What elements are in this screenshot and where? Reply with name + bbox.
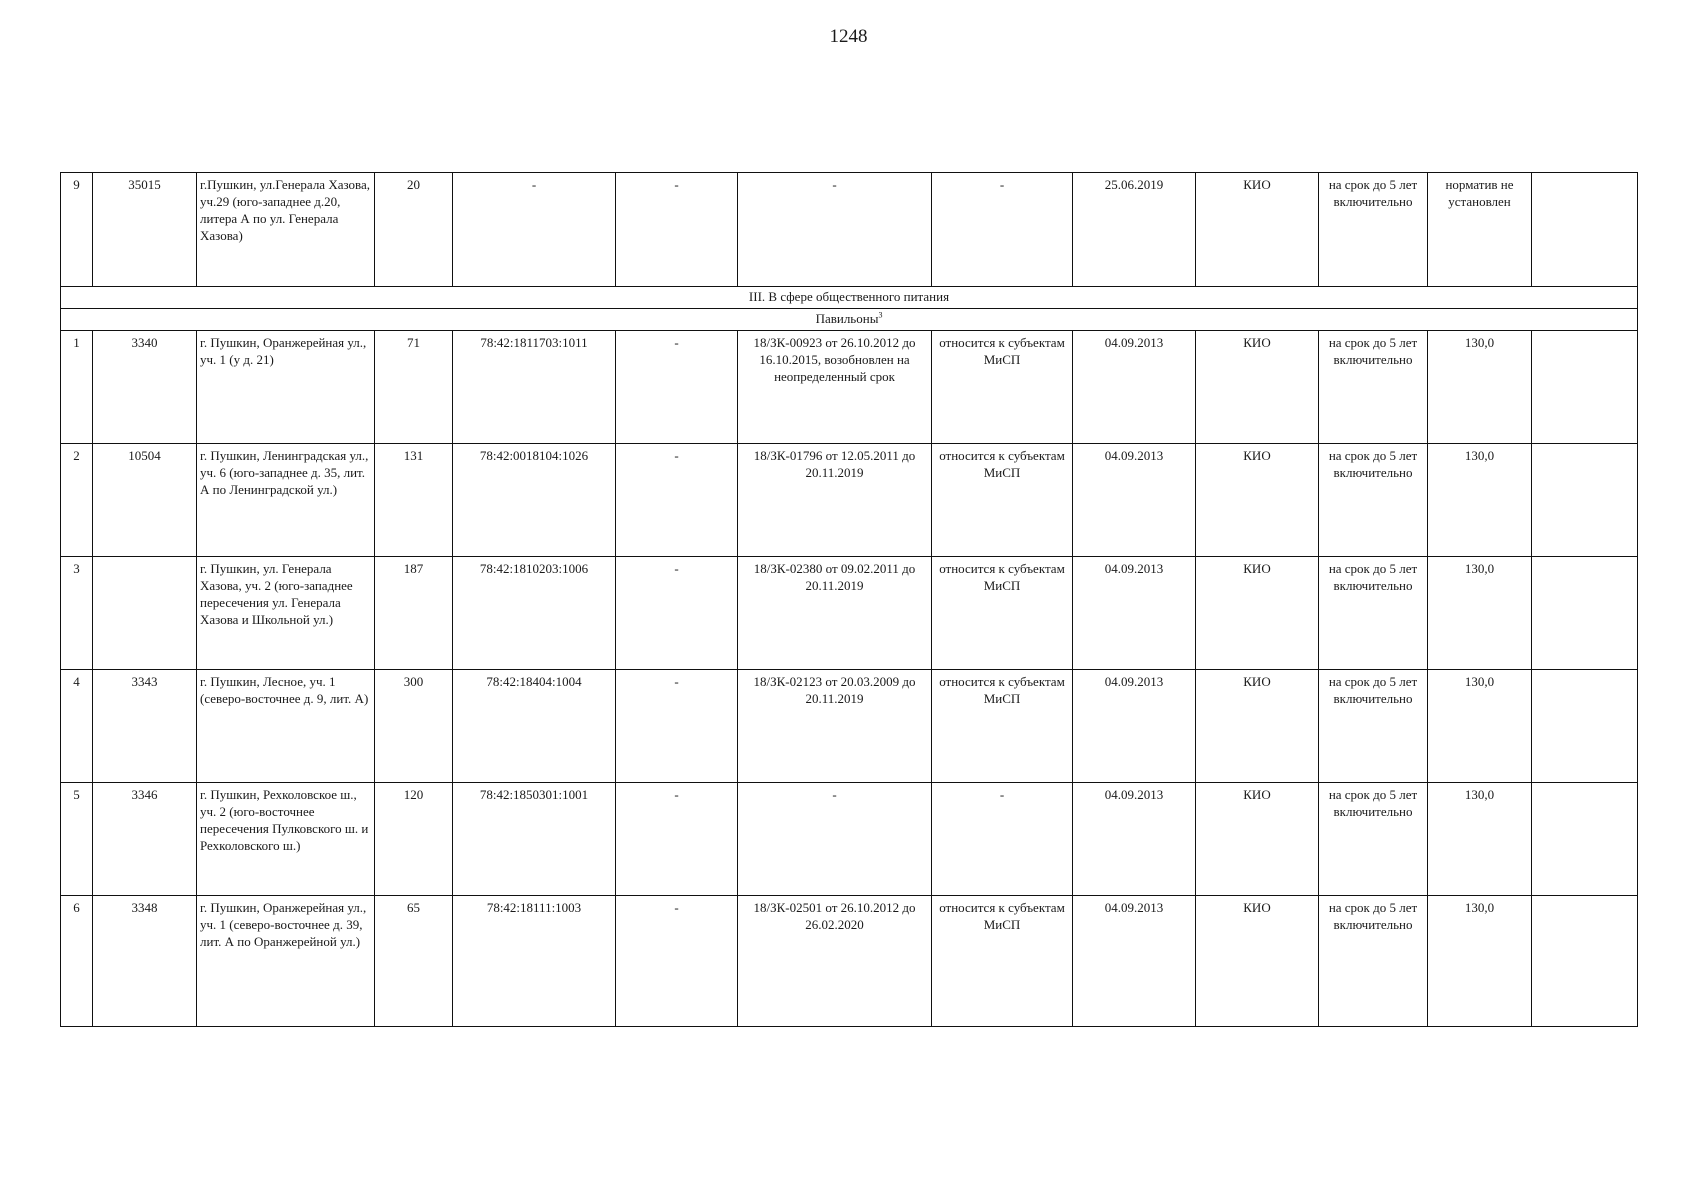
object-id: 3346 [93,783,197,896]
term: на срок до 5 лет включительно [1319,173,1428,287]
organization: КИО [1196,331,1319,444]
subsection-title: Павильоны [815,311,879,326]
date: 04.09.2013 [1073,444,1196,557]
standard: норматив не установлен [1428,173,1532,287]
smb-status: относится к субъектам МиСП [932,896,1073,1027]
date: 04.09.2013 [1073,783,1196,896]
object-id [93,557,197,670]
contract: 18/ЗК-02380 от 09.02.2011 до 20.11.2019 [738,557,932,670]
address: г.Пушкин, ул.Генерала Хазова, уч.29 (юго-западнее д.20, литера А по ул. Генерала Хазова) [197,173,375,287]
standard: 130,0 [1428,444,1532,557]
cadastral-number: 78:42:0018104:1026 [453,444,616,557]
term: на срок до 5 лет включительно [1319,896,1428,1027]
area: 120 [375,783,453,896]
column-6: - [616,444,738,557]
page-number: 1248 [829,26,868,47]
area: 71 [375,331,453,444]
smb-status: относится к субъектам МиСП [932,557,1073,670]
column-6: - [616,896,738,1027]
cadastral-number: 78:42:18111:1003 [453,896,616,1027]
standard: 130,0 [1428,331,1532,444]
column-6: - [616,783,738,896]
column-6: - [616,670,738,783]
table-row [61,331,1638,444]
area: 131 [375,444,453,557]
organization: КИО [1196,557,1319,670]
subsection-cell [61,309,1638,331]
address: г. Пушкин, Оранжерейная ул., уч. 1 (северо-восточнее д. 39, лит. А по Оранжерейной ул.) [197,896,375,1027]
extra [1532,783,1638,896]
term: на срок до 5 лет включительно [1319,670,1428,783]
smb-status: относится к субъектам МиСП [932,331,1073,444]
contract: 18/ЗК-02123 от 20.03.2009 до 20.11.2019 [738,670,932,783]
address: г. Пушкин, Ленинградская ул., уч. 6 (юго-западнее д. 35, лит. А по Ленинградской ул.) [197,444,375,557]
address: г. Пушкин, Лесное, уч. 1 (северо-восточнее д. 9, лит. А) [197,670,375,783]
contract: - [738,783,932,896]
area: 300 [375,670,453,783]
cadastral-number: 78:42:1810203:1006 [453,557,616,670]
address: г. Пушкин, Рехколовское ш., уч. 2 (юго-восточнее пересечения Пулковского ш. и Рехколовского ш.) [197,783,375,896]
extra [1532,670,1638,783]
organization: КИО [1196,783,1319,896]
standard: 130,0 [1428,896,1532,1027]
cadastral-number: 78:42:1850301:1001 [453,783,616,896]
standard: 130,0 [1428,783,1532,896]
table-row [61,444,1638,557]
object-id: 10504 [93,444,197,557]
row-number: 6 [61,896,93,1027]
organization: КИО [1196,896,1319,1027]
column-6: - [616,557,738,670]
section-title: III. В сфере общественного питания [61,287,1638,309]
term: на срок до 5 лет включительно [1319,444,1428,557]
cadastral-number: 78:42:18404:1004 [453,670,616,783]
term: на срок до 5 лет включительно [1319,557,1428,670]
organization: КИО [1196,444,1319,557]
area: 20 [375,173,453,287]
standard: 130,0 [1428,557,1532,670]
row-number: 2 [61,444,93,557]
extra [1532,444,1638,557]
address: г. Пушкин, Оранжерейная ул., уч. 1 (у д. 21) [197,331,375,444]
column-6: - [616,331,738,444]
table-row [61,783,1638,896]
term: на срок до 5 лет включительно [1319,331,1428,444]
subsection-row [61,309,1638,331]
date: 04.09.2013 [1073,557,1196,670]
extra [1532,173,1638,287]
area: 187 [375,557,453,670]
table-row [61,173,1638,287]
row-number: 1 [61,331,93,444]
extra [1532,896,1638,1027]
table-row [61,670,1638,783]
contract: 18/ЗК-01796 от 12.05.2011 до 20.11.2019 [738,444,932,557]
contract: - [738,173,932,287]
organization: КИО [1196,173,1319,287]
standard: 130,0 [1428,670,1532,783]
section-row [61,287,1638,309]
smb-status: - [932,783,1073,896]
row-number: 5 [61,783,93,896]
area: 65 [375,896,453,1027]
row-number: 3 [61,557,93,670]
cadastral-number: 78:42:1811703:1011 [453,331,616,444]
contract: 18/ЗК-02501 от 26.10.2012 до 26.02.2020 [738,896,932,1027]
smb-status: - [932,173,1073,287]
extra [1532,557,1638,670]
object-id: 3340 [93,331,197,444]
row-number: 4 [61,670,93,783]
date: 25.06.2019 [1073,173,1196,287]
address: г. Пушкин, ул. Генерала Хазова, уч. 2 (юго-западнее пересечения ул. Генерала Хазова и Школьной ул.) [197,557,375,670]
date: 04.09.2013 [1073,896,1196,1027]
object-id: 3348 [93,896,197,1027]
table-row [61,896,1638,1027]
registry-table [60,172,1638,1027]
contract: 18/ЗК-00923 от 26.10.2012 до 16.10.2015, возобновлен на неопределенный срок [738,331,932,444]
column-6: - [616,173,738,287]
extra [1532,331,1638,444]
date: 04.09.2013 [1073,670,1196,783]
cadastral-number: - [453,173,616,287]
footnote-mark: 3 [878,310,883,320]
smb-status: относится к субъектам МиСП [932,670,1073,783]
object-id: 3343 [93,670,197,783]
object-id: 35015 [93,173,197,287]
term: на срок до 5 лет включительно [1319,783,1428,896]
date: 04.09.2013 [1073,331,1196,444]
row-number: 9 [61,173,93,287]
table-row [61,557,1638,670]
organization: КИО [1196,670,1319,783]
smb-status: относится к субъектам МиСП [932,444,1073,557]
